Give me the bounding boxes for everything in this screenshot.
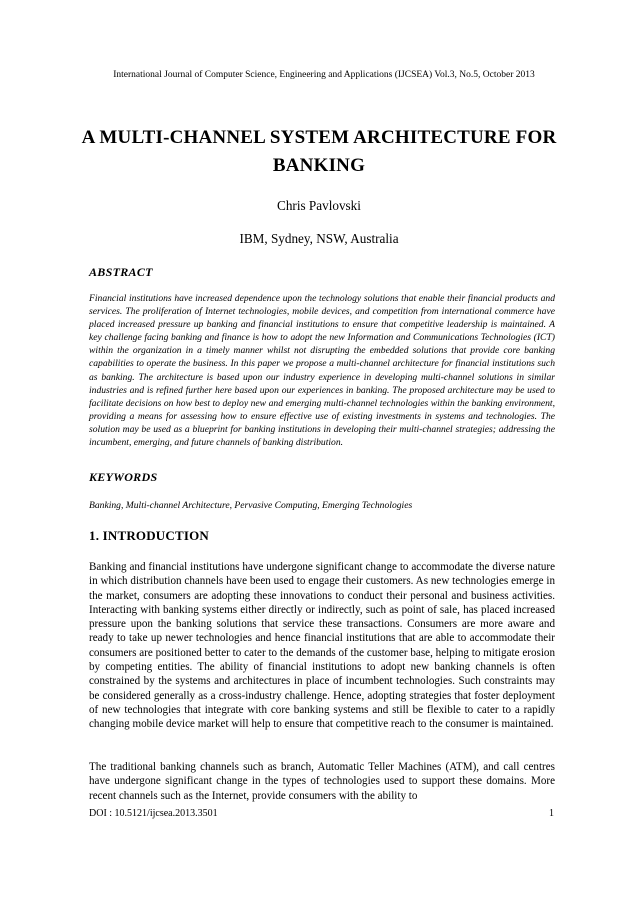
keywords-heading: KEYWORDS: [89, 470, 158, 484]
introduction-paragraph-2: The traditional banking channels such as branch, Automatic Teller Machines (ATM), and call centres have undergone significant change in the types of technologies used to support these domains. More recent channels such as the Internet, provide consumers with the ability to: [89, 761, 555, 802]
introduction-paragraph-1: Banking and financial institutions have undergone significant change to accommodate the diverse nature in which distribution channels have been used to engage their customers. As new technologies emerge in the market, consumers are adopting these innovations to conduct their personal and business activities. Interacting with banking systems either directly or indirectly, such as point of sale, has placed increased pressure upon the banking solutions that service these transactions. Consumers are more aware and ready to take up newer technologies and hence financial institutions that are able to accommodate their consumers are positioned better to cater to the demands of the customer base, helping to mitigate erosion by competing entities. The ability of financial institutions to adopt new banking channels is often constrained by the systems and architectures in place of incumbent technologies. Such constraints may be considered generally as a cross-industry challenge. Hence, adopting strategies that foster deployment of new technologies that integrate with core banking systems and still be flexible to cater to a rapidly changing mobile device market will help to ensure that competitive reach to the consumer is maintained.: [89, 561, 555, 731]
author-name: Chris Pavlovski: [277, 198, 361, 213]
introduction-heading: 1. INTRODUCTION: [89, 528, 210, 543]
abstract-text: Financial institutions have increased dependence upon the technology solutions that enable their financial products and services. The proliferation of Internet technologies, mobile devices, and competition from international commerce have placed increased pressure up banking and financial institutions to ensure that competitive leadership is maintained. A key challenge facing banking and finance is how to adopt the new Information and Communications Technologies (ICT) within the organization in a timely manner whilst not disrupting the embedded solutions that provide core banking capabilities to operate the business. In this paper we propose a multi-channel architecture for financial institutions such as banking. The architecture is based upon our industry experience in developing multi-channel solutions in similar industries and is refined further here based upon our experiences in banking. The proposed architecture may be used to facilitate decisions on how best to deploy new and emerging multi-channel technologies within the banking environment, providing a means for assessing how to ensure effective use of existing investments in systems and technologies. The solution may be used as a blueprint for banking institutions in developing their multi-channel strategies; addressing the incumbent, emerging, and future channels of banking distribution.: [89, 293, 555, 449]
paper-title: [60, 124, 578, 180]
page-number: 1: [549, 808, 554, 819]
journal-header: International Journal of Computer Science, Engineering and Applications (IJCSEA) Vol.3, No.5, October 2013: [113, 70, 535, 80]
abstract-heading: ABSTRACT: [89, 265, 153, 279]
author-affiliation: IBM, Sydney, NSW, Australia: [239, 231, 399, 246]
paper-title-line-1: A MULTI-CHANNEL SYSTEM ARCHITECTURE FOR: [81, 127, 557, 148]
keywords-text: Banking, Multi-channel Architecture, Pervasive Computing, Emerging Technologies: [89, 500, 413, 511]
paper-title-line-2: BANKING: [272, 155, 366, 176]
doi-footer: DOI : 10.5121/ijcsea.2013.3501: [89, 808, 218, 819]
